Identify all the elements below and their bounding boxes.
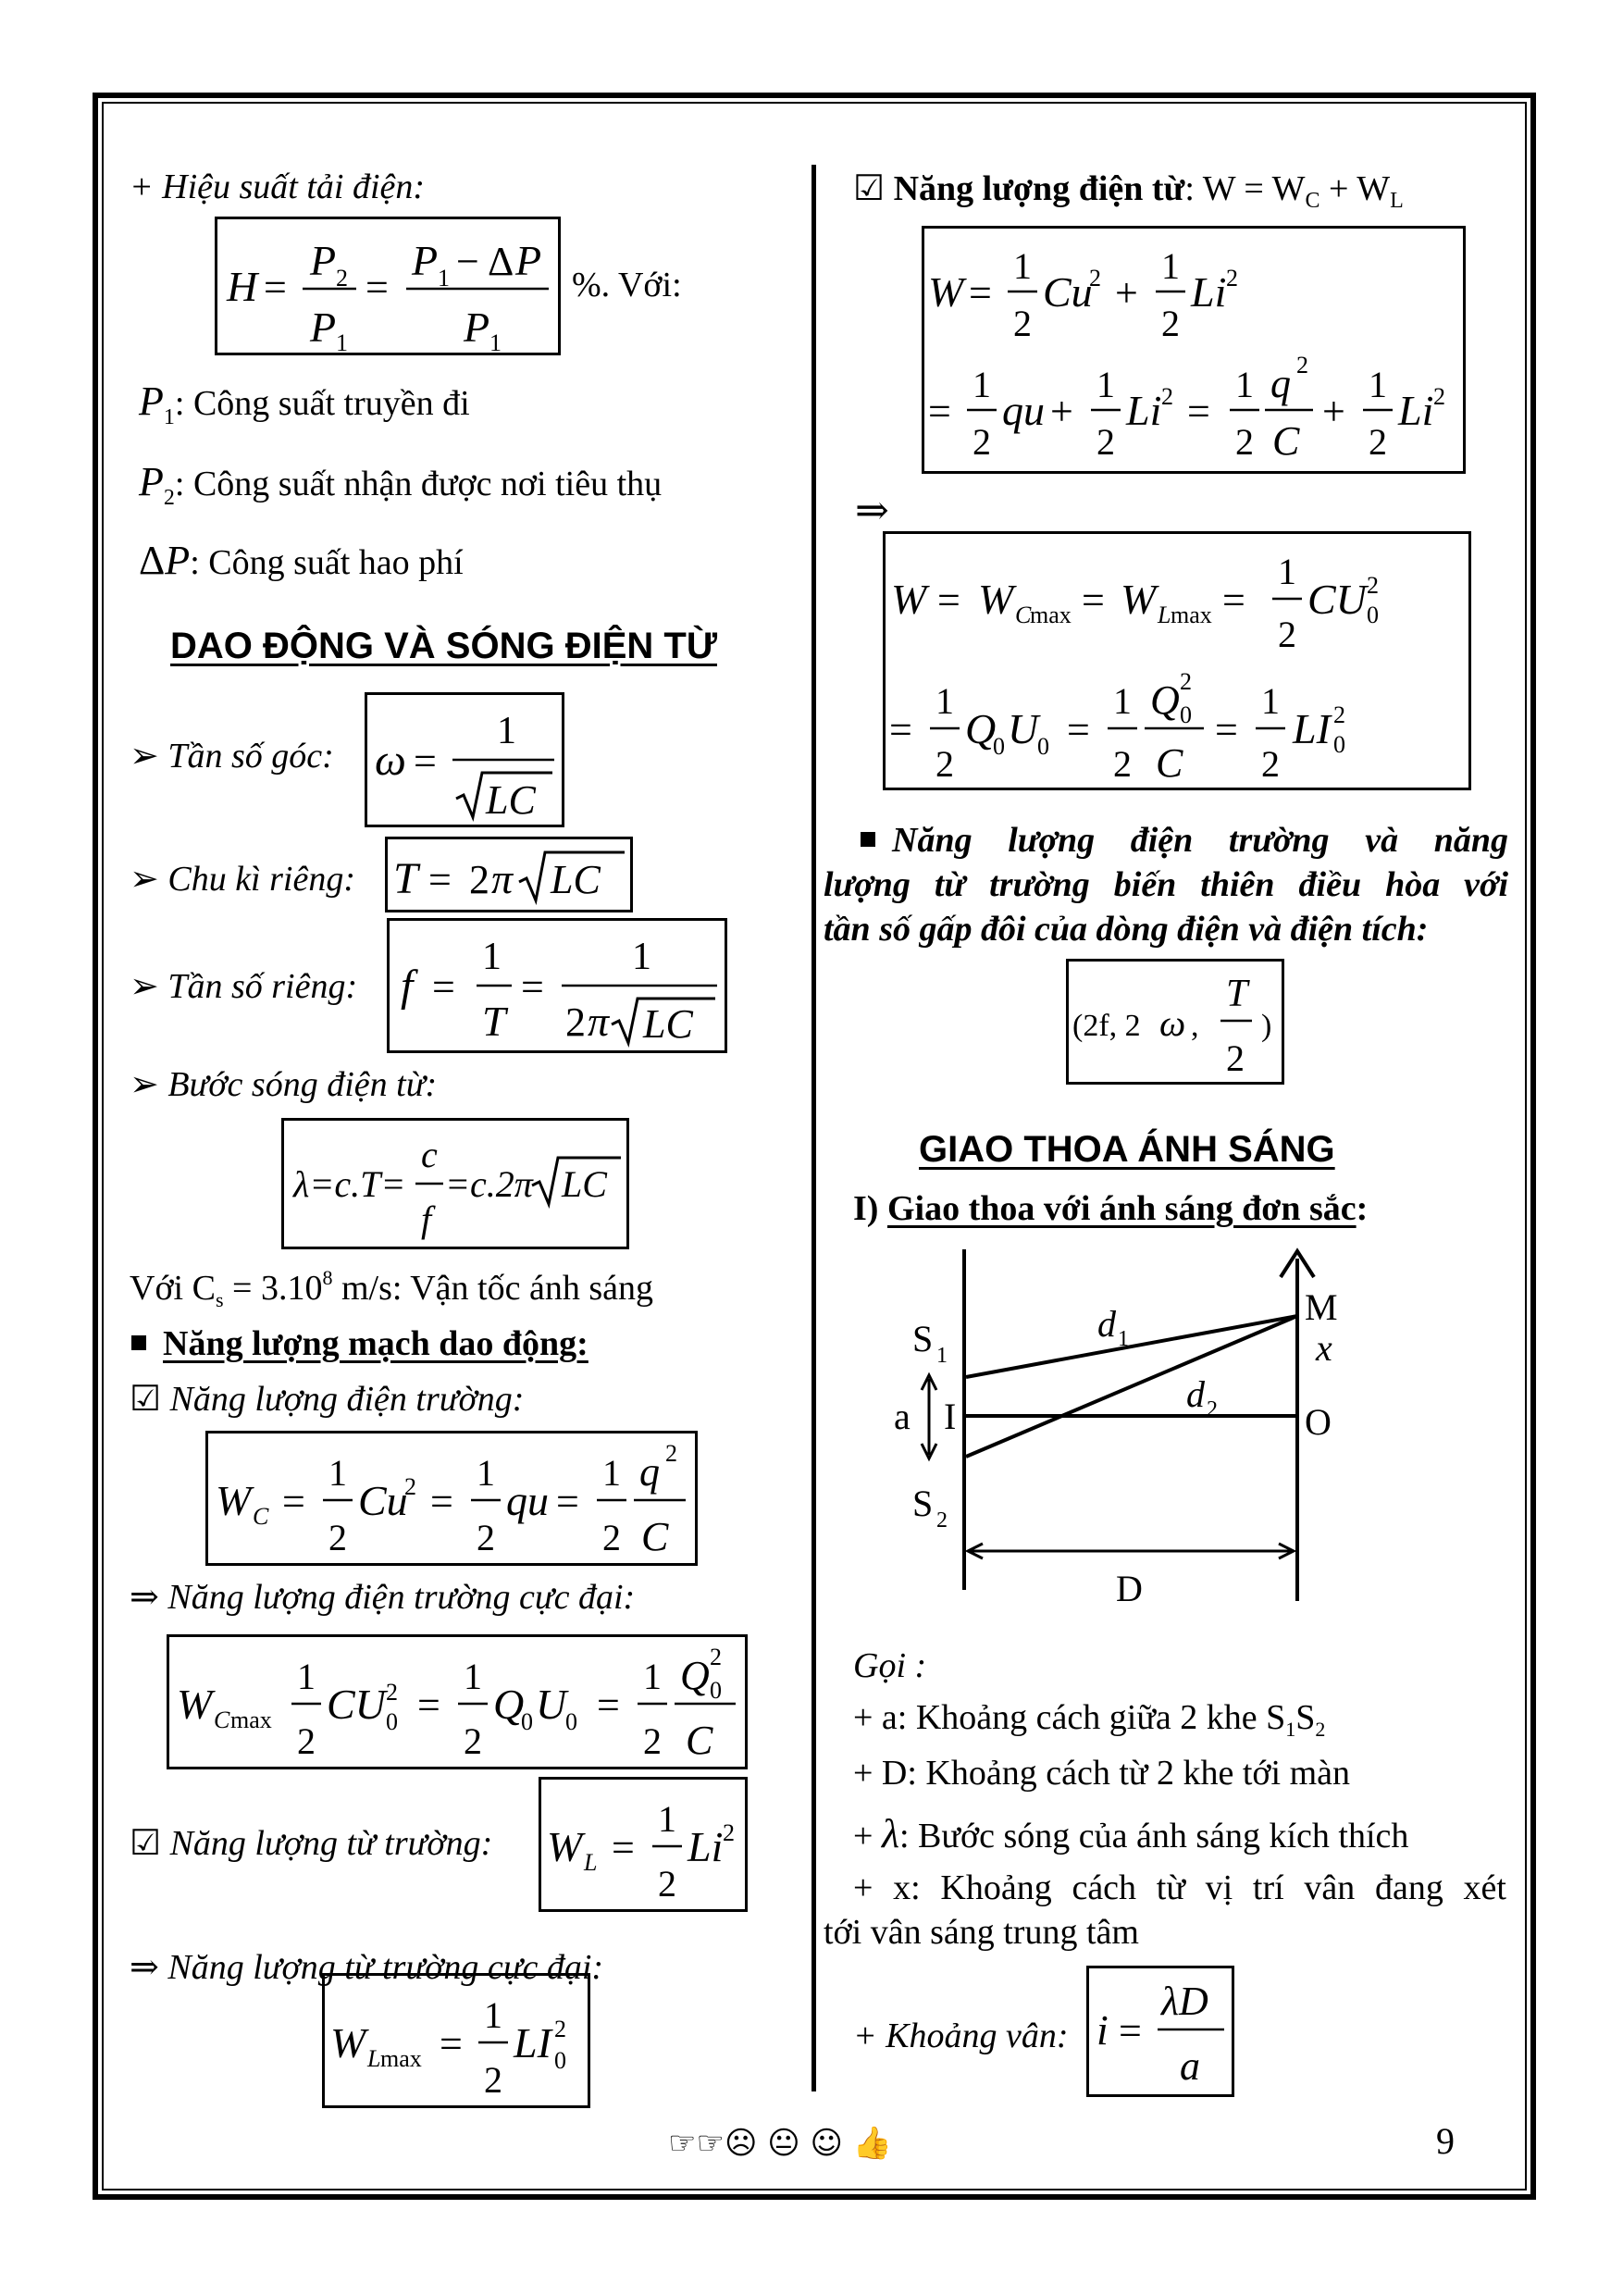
svg-text:1: 1 xyxy=(1161,245,1180,287)
svg-text:(2f, 2: (2f, 2 xyxy=(1072,1009,1141,1043)
nang-luong-mach-heading: Năng lượng mạch dao động: xyxy=(131,1325,588,1364)
svg-text:0: 0 xyxy=(565,1708,577,1735)
svg-text:P: P xyxy=(310,304,337,351)
svg-text:LC: LC xyxy=(551,857,601,902)
svg-text:π: π xyxy=(588,998,610,1045)
bullet-square-icon xyxy=(861,832,875,847)
page-number: 9 xyxy=(1436,2120,1455,2162)
svg-text:Li: Li xyxy=(1126,387,1162,434)
svg-text:): ) xyxy=(1261,1009,1272,1043)
svg-text:0: 0 xyxy=(1180,701,1192,728)
label-o: O xyxy=(1305,1401,1332,1443)
svg-text:1: 1 xyxy=(464,1656,482,1697)
svg-text:2: 2 xyxy=(1261,743,1280,785)
svg-text:2: 2 xyxy=(565,999,586,1045)
svg-text:1: 1 xyxy=(1261,680,1280,722)
em-energy-box xyxy=(922,226,1466,474)
svg-text:=: = xyxy=(556,1479,579,1524)
svg-text:W: W xyxy=(891,576,927,623)
checkbox-icon: ☑ xyxy=(130,1824,170,1863)
svg-text:1: 1 xyxy=(1369,364,1387,405)
svg-text:W: W xyxy=(928,268,964,316)
p2-definition: $P_2$: Công suất nhận được nơi tiêu thụ xyxy=(139,459,663,510)
svg-text:1: 1 xyxy=(1096,364,1115,405)
svg-text:=: = xyxy=(928,389,951,434)
svg-text:W: W xyxy=(547,1823,583,1870)
fringe-spacing-formula xyxy=(1089,1968,1232,2094)
svg-text:2: 2 xyxy=(936,1508,948,1533)
ray-d2 xyxy=(966,1316,1297,1457)
svg-text:LI: LI xyxy=(514,2019,551,2066)
svg-text:qu: qu xyxy=(506,1477,549,1524)
svg-text:T: T xyxy=(1226,973,1248,1015)
khoang-van-label: + Khoảng vân: xyxy=(853,2017,1069,2055)
svg-text:Li: Li xyxy=(1398,387,1434,434)
label-i: I xyxy=(944,1396,957,1437)
percent-voi: %. Với: xyxy=(572,266,682,304)
svg-text:0: 0 xyxy=(521,1708,533,1735)
hieu-suat-label: + Hiệu suất tải điện: xyxy=(130,168,426,206)
footer-symbols: ☞☞☹ 😐 ☺ 👍 xyxy=(668,2125,893,2162)
em-energy-formula xyxy=(924,229,1463,471)
svg-text:W: W xyxy=(216,1477,252,1524)
svg-text:LC: LC xyxy=(486,777,536,823)
natural-frequency-box xyxy=(387,918,727,1053)
svg-text:1: 1 xyxy=(632,936,651,978)
svg-text:=: = xyxy=(597,1682,620,1728)
efficiency-formula-box xyxy=(215,217,561,355)
svg-text:Δ: Δ xyxy=(488,239,514,284)
svg-text:2: 2 xyxy=(464,1720,482,1762)
svg-text:2: 2 xyxy=(1161,383,1173,410)
max-magnetic-energy-box xyxy=(322,1973,590,2108)
svg-text:=: = xyxy=(282,1479,305,1524)
svg-text:=: = xyxy=(1215,707,1238,752)
svg-text:CU: CU xyxy=(1307,576,1367,623)
svg-text:π: π xyxy=(491,855,514,902)
svg-text:LI: LI xyxy=(1293,705,1331,752)
svg-text:Q: Q xyxy=(493,1681,525,1728)
svg-text:C: C xyxy=(214,1706,230,1733)
svg-text:2: 2 xyxy=(1089,265,1101,292)
buoc-song-label: ➢ Bước sóng điện từ: xyxy=(130,1065,438,1104)
svg-text:1: 1 xyxy=(477,1452,495,1494)
svg-text:=: = xyxy=(1222,577,1245,623)
def-lambda: + λ: Bước sóng của ánh sáng kích thích xyxy=(853,1811,1409,1856)
svg-text:ω: ω xyxy=(375,736,406,785)
svg-text:L: L xyxy=(584,1849,598,1876)
period-formula xyxy=(388,839,630,910)
label-D: D xyxy=(1116,1568,1143,1609)
svg-text:=: = xyxy=(1119,2008,1142,2054)
svg-text:P: P xyxy=(310,237,337,284)
nl-dien-truong-label: ☑ Năng lượng điện trường: xyxy=(130,1380,525,1419)
svg-text:C: C xyxy=(1272,418,1300,464)
svg-text:c: c xyxy=(421,1134,438,1175)
svg-text:+: + xyxy=(1050,389,1073,434)
label-s1: S xyxy=(912,1318,934,1359)
svg-text:1: 1 xyxy=(328,1452,347,1494)
svg-text:=: = xyxy=(432,964,455,1010)
svg-text:2: 2 xyxy=(1226,1037,1245,1079)
svg-text:max: max xyxy=(1171,602,1212,628)
def-x-line1: + x: Khoảng cách từ vị trí vân đang xét xyxy=(853,1868,1506,1907)
svg-text:LC: LC xyxy=(643,1001,693,1047)
chu-ki-rieng-label: ➢ Chu kì riêng: xyxy=(130,860,355,899)
double-frequency-box xyxy=(1066,959,1284,1085)
column-divider xyxy=(812,165,816,2091)
svg-text:=: = xyxy=(365,265,389,310)
svg-text:2: 2 xyxy=(643,1720,662,1762)
svg-text:Li: Li xyxy=(1191,268,1227,316)
svg-text:C: C xyxy=(1156,740,1183,786)
nl-dien-truong-max-label: ⇒ Năng lượng điện trường cực đại: xyxy=(130,1578,636,1617)
efficiency-formula xyxy=(217,219,558,353)
heading-giao-thoa-anh-sang: GIAO THOA ÁNH SÁNG xyxy=(919,1129,1335,1170)
svg-text:0: 0 xyxy=(554,2047,566,2074)
magnetic-energy-formula xyxy=(541,1780,745,1909)
svg-text:=: = xyxy=(521,964,544,1010)
implies-arrow-icon: ⇒ xyxy=(130,1578,168,1617)
svg-text:=: = xyxy=(264,265,287,310)
svg-text:1: 1 xyxy=(489,329,502,353)
svg-text:2: 2 xyxy=(973,421,991,463)
svg-text:2: 2 xyxy=(1433,383,1445,410)
implies-arrow-icon: ⇒ xyxy=(130,1948,168,1987)
bien-thien-line1: Năng lượng điện trường và năng xyxy=(824,822,1508,861)
svg-text:−: − xyxy=(456,239,479,284)
ray-d1 xyxy=(966,1316,1297,1377)
svg-text:2: 2 xyxy=(1096,421,1115,463)
svg-text:Cu: Cu xyxy=(1043,268,1093,316)
svg-text:1: 1 xyxy=(497,710,516,752)
svg-text:2: 2 xyxy=(602,1517,621,1558)
svg-text:=: = xyxy=(1082,577,1105,623)
wavelength-box xyxy=(281,1118,629,1249)
def-d: + D: Khoảng cách từ 2 khe tới màn xyxy=(853,1754,1350,1793)
svg-text:2: 2 xyxy=(386,1679,398,1706)
svg-text:1: 1 xyxy=(482,936,502,978)
svg-text:L: L xyxy=(367,2045,381,2072)
svg-text:2: 2 xyxy=(554,2016,566,2042)
svg-text:0: 0 xyxy=(1037,733,1049,760)
tan-so-rieng-label: ➢ Tần số riêng: xyxy=(130,967,358,1006)
label-s2: S xyxy=(912,1483,934,1524)
delta-p-definition: ΔP: Công suất hao phí xyxy=(139,538,464,583)
svg-text:W: W xyxy=(330,2019,366,2066)
electric-energy-formula xyxy=(208,1433,695,1563)
svg-text:W: W xyxy=(978,576,1014,623)
natural-frequency-formula xyxy=(390,921,725,1050)
checkbox-icon: ☑ xyxy=(853,169,894,208)
svg-text:C: C xyxy=(686,1718,713,1763)
svg-text:=: = xyxy=(417,1682,440,1728)
def-x-line2: tới vân sáng trung tâm xyxy=(824,1913,1139,1952)
svg-text:2: 2 xyxy=(665,1440,677,1467)
fringe-spacing-box xyxy=(1086,1966,1234,2097)
def-a: + a: Khoảng cách giữa 2 khe $S_1S_2$ xyxy=(853,1698,1326,1741)
svg-text:2: 2 xyxy=(1369,421,1387,463)
svg-text:ω: ω xyxy=(1159,1002,1186,1044)
svg-text:W: W xyxy=(177,1681,213,1728)
svg-text:1: 1 xyxy=(1235,364,1254,405)
svg-text:1: 1 xyxy=(1013,245,1032,287)
label-d1: d xyxy=(1097,1303,1116,1345)
svg-text:=: = xyxy=(428,857,452,902)
svg-text:2: 2 xyxy=(658,1863,676,1905)
svg-text:=: = xyxy=(440,2021,463,2066)
svg-text:=: = xyxy=(937,577,960,623)
svg-text:,: , xyxy=(1191,1009,1199,1043)
svg-text:2: 2 xyxy=(1180,668,1192,695)
svg-text:max: max xyxy=(380,2045,422,2072)
svg-text:+: + xyxy=(1115,270,1138,316)
svg-text:1: 1 xyxy=(643,1656,662,1697)
svg-text:Q: Q xyxy=(965,705,997,752)
svg-text:=: = xyxy=(1067,707,1090,752)
svg-text:2: 2 xyxy=(404,1473,416,1500)
svg-text:=: = xyxy=(430,1479,453,1524)
svg-text:f: f xyxy=(421,1198,432,1240)
svg-text:λD: λD xyxy=(1161,1979,1208,2024)
svg-text:=: = xyxy=(1187,389,1210,434)
p1-definition: $P_1$: Công suất truyền đi xyxy=(139,379,470,429)
label-d2: d xyxy=(1186,1373,1205,1415)
svg-text:0: 0 xyxy=(386,1708,398,1735)
svg-text:=: = xyxy=(612,1825,635,1870)
svg-text:2: 2 xyxy=(1235,421,1254,463)
svg-text:1: 1 xyxy=(602,1452,621,1494)
light-speed-note: Với $C_s = 3.10^8$ m/s: Vận tốc ánh sáng xyxy=(130,1266,653,1311)
svg-text:0: 0 xyxy=(1367,602,1379,628)
svg-text:CU: CU xyxy=(327,1681,386,1728)
svg-text:f: f xyxy=(401,962,414,1011)
svg-text:=c.2π: =c.2π xyxy=(445,1163,533,1205)
svg-text:max: max xyxy=(1030,602,1072,628)
em-energy-max-box xyxy=(883,531,1471,790)
svg-text:2: 2 xyxy=(935,743,954,785)
wavelength-formula xyxy=(284,1121,626,1247)
nl-tu-truong-label: ☑ Năng lượng từ trường: xyxy=(130,1824,493,1863)
svg-text:T: T xyxy=(482,998,506,1045)
svg-text:1: 1 xyxy=(336,329,348,353)
svg-text:i: i xyxy=(1096,2006,1109,2054)
svg-text:2: 2 xyxy=(1113,743,1132,785)
svg-text:H: H xyxy=(227,263,258,310)
svg-text:P: P xyxy=(464,304,490,351)
bullet-square-icon xyxy=(131,1335,146,1350)
goi-label: Gọi : xyxy=(853,1646,927,1685)
svg-text:1: 1 xyxy=(1278,551,1296,592)
svg-text:=: = xyxy=(969,270,992,316)
section-i-heading: I) Giao thoa với ánh sáng đơn sắc: xyxy=(853,1189,1369,1228)
svg-text:q: q xyxy=(639,1449,660,1495)
svg-text:Q: Q xyxy=(1150,677,1180,723)
electric-energy-box xyxy=(205,1431,698,1566)
double-slit-diagram xyxy=(888,1240,1406,1610)
svg-text:2: 2 xyxy=(1226,265,1238,292)
svg-text:1: 1 xyxy=(935,680,954,722)
svg-text:2: 2 xyxy=(469,857,489,902)
svg-text:2: 2 xyxy=(1296,352,1308,379)
svg-text:C: C xyxy=(1015,602,1032,628)
svg-text:1: 1 xyxy=(297,1656,316,1697)
svg-text:2: 2 xyxy=(328,1517,347,1558)
svg-text:L: L xyxy=(1158,602,1171,628)
svg-text:1: 1 xyxy=(936,1344,948,1368)
svg-text:max: max xyxy=(230,1706,272,1733)
svg-text:a: a xyxy=(1180,2043,1200,2089)
svg-text:=: = xyxy=(889,707,912,752)
svg-text:2: 2 xyxy=(1333,701,1345,728)
implies-arrow-icon: ⇒ xyxy=(855,488,889,533)
svg-text:U: U xyxy=(536,1681,567,1728)
svg-text:Li: Li xyxy=(688,1823,724,1870)
em-energy-max-formula xyxy=(886,534,1468,788)
svg-text:1: 1 xyxy=(658,1798,676,1840)
svg-text:qu: qu xyxy=(1002,387,1045,434)
svg-text:2: 2 xyxy=(710,1644,722,1670)
svg-text:λ=c.T=: λ=c.T= xyxy=(293,1163,406,1205)
nl-tu-truong-max-label: ⇒ Năng lượng từ trường cực đại: xyxy=(130,1948,604,1987)
svg-text:P: P xyxy=(412,237,439,284)
label-m: M xyxy=(1305,1286,1338,1328)
svg-text:C: C xyxy=(253,1503,269,1530)
svg-text:1: 1 xyxy=(1118,1327,1129,1351)
svg-text:2: 2 xyxy=(336,265,348,292)
svg-text:0: 0 xyxy=(993,733,1005,760)
heading-dao-dong-song-dien-tu: DAO ĐỘNG VÀ SÓNG ĐIỆN TỪ xyxy=(170,626,717,666)
svg-text:2: 2 xyxy=(484,2059,502,2101)
bien-thien-line3: tần số gấp đôi của dòng điện và điện tích: xyxy=(824,910,1429,949)
svg-text:2: 2 xyxy=(723,1819,735,1846)
nl-dien-tu-line: ☑ Năng lượng điện từ: $W = W_C + W_L$ xyxy=(853,169,1404,213)
svg-text:2: 2 xyxy=(1161,303,1180,344)
svg-text:Q: Q xyxy=(680,1653,710,1698)
tan-so-goc-label: ➢ Tần số góc: xyxy=(130,737,334,776)
svg-text:1: 1 xyxy=(1113,680,1132,722)
angular-frequency-formula xyxy=(367,695,562,825)
svg-text:2: 2 xyxy=(1013,303,1032,344)
magnetic-energy-box xyxy=(539,1777,748,1912)
svg-text:T: T xyxy=(393,854,418,903)
svg-text:2: 2 xyxy=(1278,614,1296,655)
svg-text:2: 2 xyxy=(477,1517,495,1558)
max-magnetic-energy-formula xyxy=(325,1976,588,2105)
checkbox-icon: ☑ xyxy=(130,1380,170,1419)
double-frequency-formula xyxy=(1069,962,1282,1082)
label-a: a xyxy=(894,1396,911,1437)
svg-text:1: 1 xyxy=(973,364,991,405)
svg-text:2: 2 xyxy=(1207,1397,1218,1421)
svg-text:2: 2 xyxy=(1367,572,1379,599)
svg-text:C: C xyxy=(641,1514,669,1559)
svg-text:LC: LC xyxy=(562,1163,607,1205)
max-electric-energy-box xyxy=(167,1634,748,1769)
svg-text:=: = xyxy=(414,738,437,784)
angular-frequency-box xyxy=(365,692,564,827)
svg-text:U: U xyxy=(1008,705,1039,752)
svg-text:1: 1 xyxy=(484,1994,502,2036)
svg-text:W: W xyxy=(1121,576,1157,623)
svg-text:0: 0 xyxy=(1333,731,1345,758)
svg-text:+: + xyxy=(1322,389,1345,434)
svg-text:2: 2 xyxy=(297,1720,316,1762)
svg-text:1: 1 xyxy=(438,265,450,292)
max-electric-energy-formula xyxy=(169,1637,745,1767)
svg-text:0: 0 xyxy=(710,1677,722,1704)
bien-thien-line2: lượng từ trường biến thiên điều hòa với xyxy=(824,865,1508,904)
period-box xyxy=(385,837,633,912)
label-x: x xyxy=(1316,1327,1332,1369)
svg-text:q: q xyxy=(1270,361,1291,406)
svg-text:Cu: Cu xyxy=(358,1477,408,1524)
svg-text:P: P xyxy=(515,237,542,284)
